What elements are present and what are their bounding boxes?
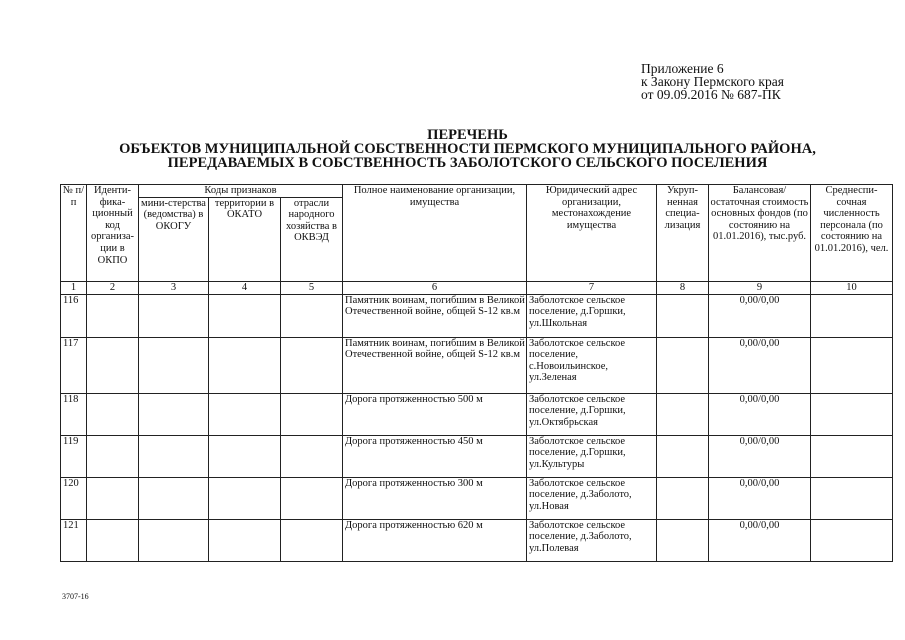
property-name: Памятник воинам, погибшим в Великой Отечественной войне, общей S-12 кв.м	[343, 294, 527, 337]
okogu-cell	[139, 519, 209, 561]
table-row	[61, 393, 893, 435]
header-codes-group: Коды признаков	[139, 185, 343, 198]
property-value: 0,00/0,00	[709, 519, 811, 561]
property-name: Дорога протяженностью 620 м	[343, 519, 527, 561]
title-line-3: ПЕРЕДАВАЕМЫХ В СОБСТВЕННОСТЬ ЗАБОЛОТСКОГО СЕЛЬСКОГО ПОСЕЛЕНИЯ	[167, 155, 768, 171]
title-line-2: ОБЪЕКТОВ МУНИЦИПАЛЬНОЙ СОБСТВЕННОСТИ ПЕРМСКОГО МУНИЦИПАЛЬНОГО РАЙОНА,	[119, 141, 816, 157]
property-name: Памятник воинам, погибшим в Великой Отечественной войне, общей S-12 кв.м	[343, 337, 527, 393]
okogu-cell	[139, 294, 209, 337]
okato-cell	[209, 477, 281, 519]
appendix-reference	[641, 62, 784, 101]
staff-cell	[811, 294, 893, 337]
okved-cell	[281, 435, 343, 477]
property-address: Заболотское сельское поселение, д.Горшки, ул.Культуры	[527, 435, 657, 477]
column-number: 6	[343, 281, 527, 294]
okpo-cell	[87, 519, 139, 561]
document-title	[60, 128, 875, 170]
okpo-cell	[87, 337, 139, 393]
header-name: Полное наименование организации, имущества	[343, 185, 527, 282]
okato-cell	[209, 435, 281, 477]
column-number-row	[61, 281, 893, 294]
table-row	[61, 519, 893, 561]
header-okato: территории в ОКАТО	[209, 197, 281, 281]
header-okved: отрасли народного хозяйства в ОКВЭД	[281, 197, 343, 281]
spec-cell	[657, 477, 709, 519]
property-address: Заболотское сельское поселение, д.Заболото, ул.Новая	[527, 477, 657, 519]
okved-cell	[281, 337, 343, 393]
row-number: 117	[61, 337, 87, 393]
column-number: 5	[281, 281, 343, 294]
table-row	[61, 477, 893, 519]
property-address: Заболотское сельское поселение, д.Горшки, ул.Октябрьская	[527, 393, 657, 435]
spec-cell	[657, 519, 709, 561]
spec-cell	[657, 393, 709, 435]
staff-cell	[811, 477, 893, 519]
table-row	[61, 337, 893, 393]
property-value: 0,00/0,00	[709, 477, 811, 519]
column-number: 10	[811, 281, 893, 294]
okpo-cell	[87, 435, 139, 477]
property-value: 0,00/0,00	[709, 337, 811, 393]
okved-cell	[281, 477, 343, 519]
row-number: 116	[61, 294, 87, 337]
staff-cell	[811, 337, 893, 393]
header-value: Балансовая/ остаточная стоимость основных фондов (по состоянию на 01.01.2016), тыс.руб.	[709, 185, 811, 282]
okogu-cell	[139, 435, 209, 477]
spec-cell	[657, 435, 709, 477]
okato-cell	[209, 393, 281, 435]
property-address: Заболотское сельское поселение, д.Заболото, ул.Полевая	[527, 519, 657, 561]
property-table	[60, 184, 893, 562]
document-footer-code: 3707-16	[62, 592, 89, 601]
okogu-cell	[139, 393, 209, 435]
staff-cell	[811, 519, 893, 561]
okogu-cell	[139, 477, 209, 519]
okpo-cell	[87, 393, 139, 435]
appendix-line-2: к Закону Пермского края	[641, 74, 784, 89]
column-number: 2	[87, 281, 139, 294]
row-number: 118	[61, 393, 87, 435]
header-row-1	[61, 185, 893, 198]
appendix-line-3: от 09.09.2016 № 687-ПК	[641, 87, 781, 102]
spec-cell	[657, 294, 709, 337]
property-name: Дорога протяженностью 450 м	[343, 435, 527, 477]
row-number: 121	[61, 519, 87, 561]
property-name: Дорога протяженностью 500 м	[343, 393, 527, 435]
row-number: 119	[61, 435, 87, 477]
table-row	[61, 435, 893, 477]
staff-cell	[811, 435, 893, 477]
property-address: Заболотское сельское поселение, с.Новоильинское, ул.Зеленая	[527, 337, 657, 393]
okpo-cell	[87, 294, 139, 337]
okato-cell	[209, 294, 281, 337]
column-number: 8	[657, 281, 709, 294]
okved-cell	[281, 393, 343, 435]
column-number: 3	[139, 281, 209, 294]
column-number: 4	[209, 281, 281, 294]
column-number: 1	[61, 281, 87, 294]
staff-cell	[811, 393, 893, 435]
spec-cell	[657, 337, 709, 393]
column-number: 7	[527, 281, 657, 294]
okved-cell	[281, 519, 343, 561]
okogu-cell	[139, 337, 209, 393]
property-value: 0,00/0,00	[709, 294, 811, 337]
header-num: № п/п	[61, 185, 87, 282]
header-spec: Укруп-ненная специа-лизация	[657, 185, 709, 282]
property-value: 0,00/0,00	[709, 393, 811, 435]
row-number: 120	[61, 477, 87, 519]
okato-cell	[209, 519, 281, 561]
okved-cell	[281, 294, 343, 337]
property-name: Дорога протяженностью 300 м	[343, 477, 527, 519]
okpo-cell	[87, 477, 139, 519]
column-number: 9	[709, 281, 811, 294]
property-address: Заболотское сельское поселение, д.Горшки, ул.Школьная	[527, 294, 657, 337]
header-okpo: Иденти-фика-ционный код организа-ции в ОКПО	[87, 185, 139, 282]
header-okogu: мини-стерства (ведомства) в ОКОГУ	[139, 197, 209, 281]
title-line-1: ПЕРЕЧЕНЬ	[427, 127, 508, 143]
okato-cell	[209, 337, 281, 393]
table-row	[61, 294, 893, 337]
property-value: 0,00/0,00	[709, 435, 811, 477]
header-address: Юридический адрес организации, местонахождение имущества	[527, 185, 657, 282]
header-staff: Среднеспи-сочная численность персонала (по состоянию на 01.01.2016), чел.	[811, 185, 893, 282]
appendix-line-1: Приложение 6	[641, 61, 724, 76]
